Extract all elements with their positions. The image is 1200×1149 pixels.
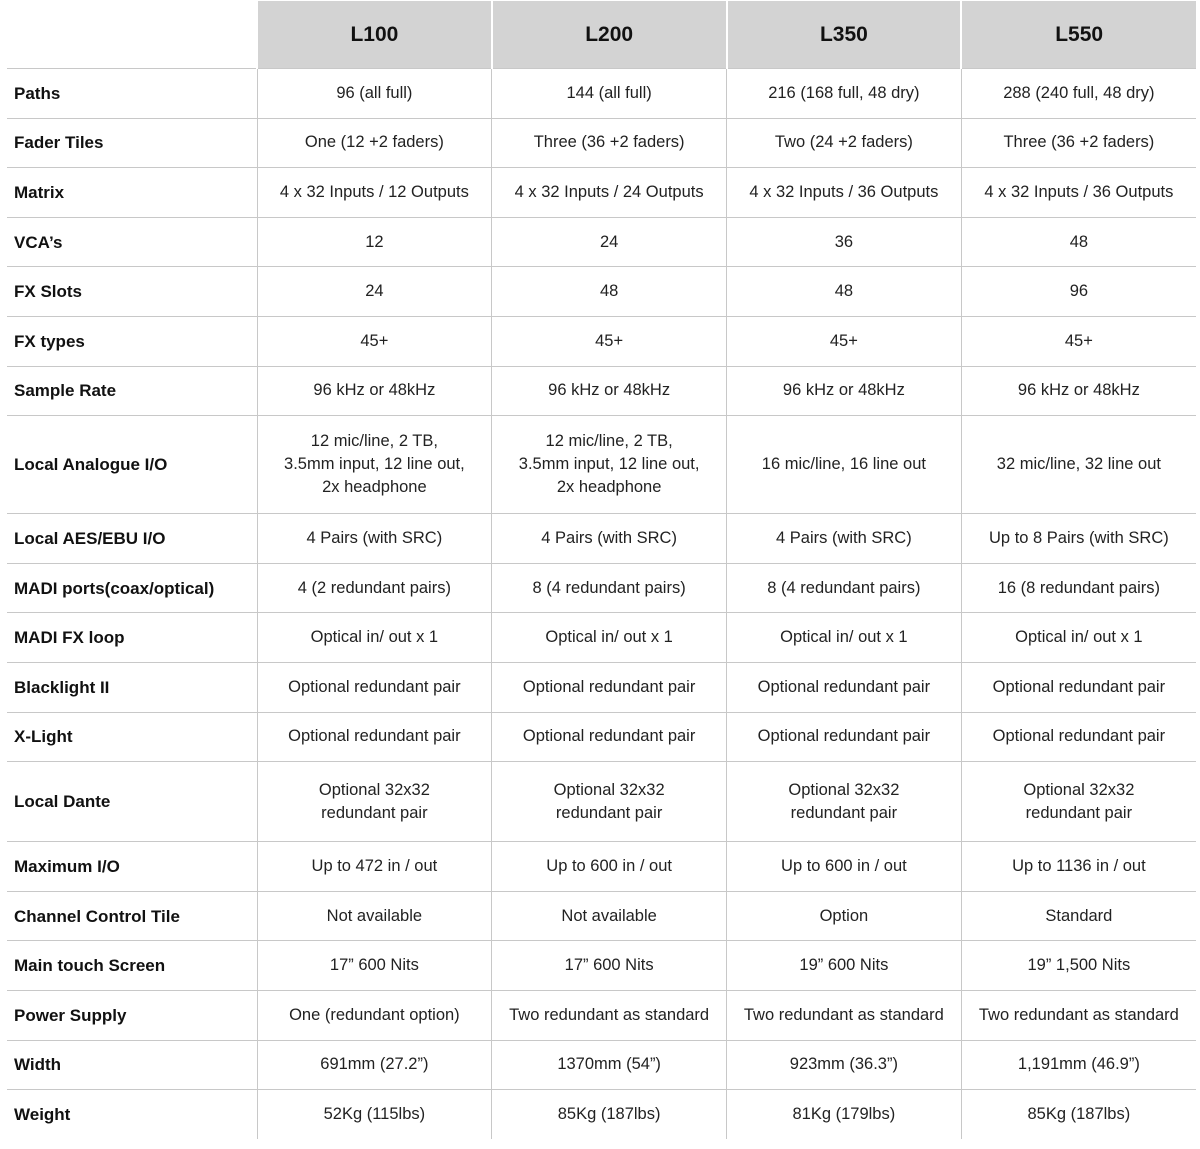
- table-row: [7, 118, 1196, 168]
- spec-cell: Up to 600 in / out: [727, 842, 962, 892]
- header-row: [7, 1, 1196, 69]
- table-row: [7, 563, 1196, 613]
- spec-cell: Up to 472 in / out: [257, 842, 492, 892]
- spec-cell: 19” 600 Nits: [727, 941, 962, 991]
- row-label: X-Light: [7, 712, 257, 762]
- spec-cell: 4 x 32 Inputs / 36 Outputs: [727, 168, 962, 218]
- spec-cell: 12 mic/line, 2 TB, 3.5mm input, 12 line out, 2x headphone: [257, 416, 492, 514]
- spec-cell: Optional redundant pair: [257, 662, 492, 712]
- spec-cell: Optical in/ out x 1: [727, 613, 962, 663]
- table-row: [7, 613, 1196, 663]
- spec-cell: 24: [257, 267, 492, 317]
- row-label: Fader Tiles: [7, 118, 257, 168]
- table-row: [7, 366, 1196, 416]
- spec-cell: 96 kHz or 48kHz: [727, 366, 962, 416]
- model-header: L550: [961, 1, 1196, 69]
- spec-cell: 12: [257, 217, 492, 267]
- spec-cell: Not available: [257, 891, 492, 941]
- spec-cell: 24: [492, 217, 727, 267]
- spec-cell: Two (24 +2 faders): [727, 118, 962, 168]
- spec-cell: 4 x 32 Inputs / 12 Outputs: [257, 168, 492, 218]
- spec-cell: 16 (8 redundant pairs): [961, 563, 1196, 613]
- spec-cell: 48: [727, 267, 962, 317]
- table-row: [7, 416, 1196, 514]
- table-row: [7, 712, 1196, 762]
- spec-cell: 8 (4 redundant pairs): [492, 563, 727, 613]
- spec-cell: 52Kg (115lbs): [257, 1090, 492, 1140]
- spec-cell: 216 (168 full, 48 dry): [727, 69, 962, 119]
- spec-cell: 48: [492, 267, 727, 317]
- spec-cell: 45+: [257, 316, 492, 366]
- spec-cell: Optical in/ out x 1: [492, 613, 727, 663]
- spec-cell: Three (36 +2 faders): [492, 118, 727, 168]
- spec-cell: Optional redundant pair: [727, 662, 962, 712]
- model-header: L200: [492, 1, 727, 69]
- spec-cell: 48: [961, 217, 1196, 267]
- corner-cell: [7, 1, 257, 69]
- spec-cell: Two redundant as standard: [727, 990, 962, 1040]
- spec-cell: Optional 32x32 redundant pair: [961, 762, 1196, 842]
- table-row: [7, 168, 1196, 218]
- spec-cell: Optional 32x32 redundant pair: [257, 762, 492, 842]
- spec-cell: 96 kHz or 48kHz: [257, 366, 492, 416]
- row-label: FX Slots: [7, 267, 257, 317]
- row-label: Width: [7, 1040, 257, 1090]
- spec-cell: Up to 600 in / out: [492, 842, 727, 892]
- spec-cell: 4 x 32 Inputs / 24 Outputs: [492, 168, 727, 218]
- row-label: Channel Control Tile: [7, 891, 257, 941]
- spec-cell: 12 mic/line, 2 TB, 3.5mm input, 12 line out, 2x headphone: [492, 416, 727, 514]
- spec-cell: 144 (all full): [492, 69, 727, 119]
- spec-cell: 36: [727, 217, 962, 267]
- spec-cell: Optional 32x32 redundant pair: [492, 762, 727, 842]
- row-label: MADI FX loop: [7, 613, 257, 663]
- table-row: [7, 990, 1196, 1040]
- table-row: [7, 662, 1196, 712]
- spec-cell: 17” 600 Nits: [492, 941, 727, 991]
- spec-cell: Two redundant as standard: [492, 990, 727, 1040]
- table-row: [7, 514, 1196, 564]
- row-label: Local Dante: [7, 762, 257, 842]
- spec-cell: 4 (2 redundant pairs): [257, 563, 492, 613]
- table-row: [7, 69, 1196, 119]
- spec-cell: 45+: [492, 316, 727, 366]
- table-row: [7, 267, 1196, 317]
- row-label: Power Supply: [7, 990, 257, 1040]
- table-row: [7, 217, 1196, 267]
- row-label: Local Analogue I/O: [7, 416, 257, 514]
- spec-cell: Standard: [961, 891, 1196, 941]
- spec-cell: 45+: [727, 316, 962, 366]
- spec-cell: Optional redundant pair: [961, 712, 1196, 762]
- spec-cell: Optical in/ out x 1: [257, 613, 492, 663]
- spec-cell: 96 kHz or 48kHz: [492, 366, 727, 416]
- spec-cell: One (12 +2 faders): [257, 118, 492, 168]
- spec-cell: 4 Pairs (with SRC): [257, 514, 492, 564]
- table-row: [7, 1040, 1196, 1090]
- spec-cell: 96: [961, 267, 1196, 317]
- table-row: [7, 316, 1196, 366]
- spec-cell: 4 x 32 Inputs / 36 Outputs: [961, 168, 1196, 218]
- spec-cell: Optional redundant pair: [492, 712, 727, 762]
- spec-cell: 81Kg (179lbs): [727, 1090, 962, 1140]
- spec-cell: 16 mic/line, 16 line out: [727, 416, 962, 514]
- spec-cell: Two redundant as standard: [961, 990, 1196, 1040]
- spec-cell: 288 (240 full, 48 dry): [961, 69, 1196, 119]
- spec-cell: Up to 1136 in / out: [961, 842, 1196, 892]
- model-header: L100: [257, 1, 492, 69]
- row-label: Blacklight II: [7, 662, 257, 712]
- spec-cell: 85Kg (187lbs): [961, 1090, 1196, 1140]
- spec-cell: Optional 32x32 redundant pair: [727, 762, 962, 842]
- row-label: FX types: [7, 316, 257, 366]
- table-row: [7, 941, 1196, 991]
- table-row: [7, 842, 1196, 892]
- table-row: [7, 891, 1196, 941]
- spec-cell: 691mm (27.2”): [257, 1040, 492, 1090]
- spec-cell: Optional redundant pair: [257, 712, 492, 762]
- spec-cell: 17” 600 Nits: [257, 941, 492, 991]
- spec-cell: Up to 8 Pairs (with SRC): [961, 514, 1196, 564]
- spec-cell: One (redundant option): [257, 990, 492, 1040]
- spec-cell: 923mm (36.3”): [727, 1040, 962, 1090]
- spec-cell: Optional redundant pair: [727, 712, 962, 762]
- spec-cell: Optical in/ out x 1: [961, 613, 1196, 663]
- spec-cell: Option: [727, 891, 962, 941]
- row-label: VCA’s: [7, 217, 257, 267]
- row-label: Sample Rate: [7, 366, 257, 416]
- spec-cell: 85Kg (187lbs): [492, 1090, 727, 1140]
- spec-cell: Three (36 +2 faders): [961, 118, 1196, 168]
- row-label: Maximum I/O: [7, 842, 257, 892]
- spec-cell: Optional redundant pair: [492, 662, 727, 712]
- row-label: Paths: [7, 69, 257, 119]
- row-label: Main touch Screen: [7, 941, 257, 991]
- spec-cell: 45+: [961, 316, 1196, 366]
- model-header: L350: [727, 1, 962, 69]
- row-label: Weight: [7, 1090, 257, 1140]
- spec-cell: Not available: [492, 891, 727, 941]
- spec-cell: 32 mic/line, 32 line out: [961, 416, 1196, 514]
- spec-cell: 1370mm (54”): [492, 1040, 727, 1090]
- table-row: [7, 1090, 1196, 1140]
- spec-cell: 8 (4 redundant pairs): [727, 563, 962, 613]
- spec-cell: Optional redundant pair: [961, 662, 1196, 712]
- row-label: Matrix: [7, 168, 257, 218]
- spec-cell: 4 Pairs (with SRC): [727, 514, 962, 564]
- spec-cell: 96 (all full): [257, 69, 492, 119]
- comparison-table: [7, 1, 1196, 1139]
- spec-cell: 1,191mm (46.9”): [961, 1040, 1196, 1090]
- spec-cell: 96 kHz or 48kHz: [961, 366, 1196, 416]
- spec-cell: 4 Pairs (with SRC): [492, 514, 727, 564]
- spec-cell: 19” 1,500 Nits: [961, 941, 1196, 991]
- row-label: MADI ports(coax/optical): [7, 563, 257, 613]
- table-row: [7, 762, 1196, 842]
- row-label: Local AES/EBU I/O: [7, 514, 257, 564]
